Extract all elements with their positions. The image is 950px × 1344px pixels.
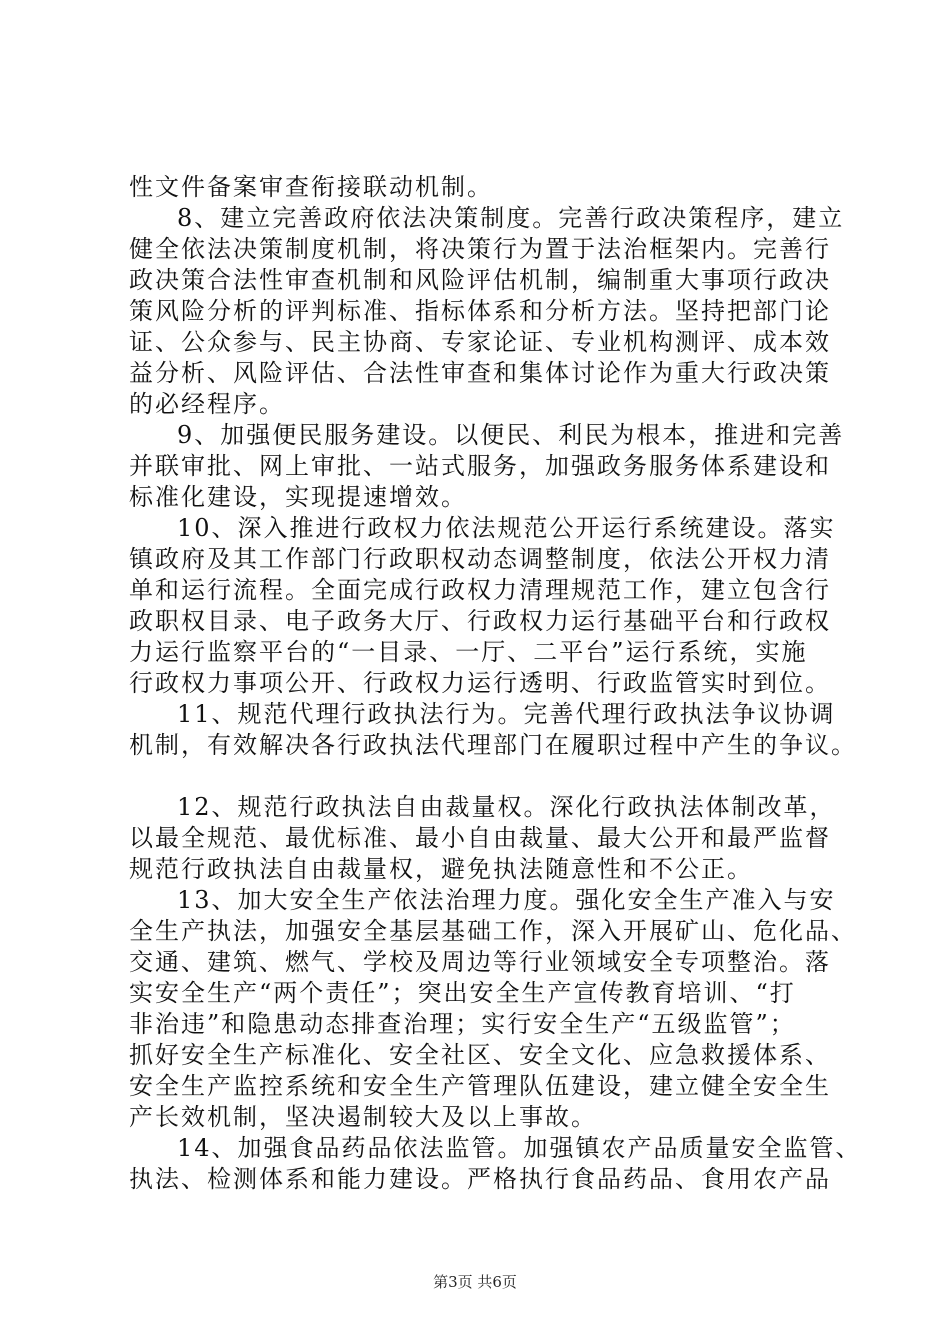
document-body xyxy=(129,172,862,1195)
paragraph-14-start: 14、加强食品药品依法监管。加强镇农产品质量安全监管、 xyxy=(177,1134,862,1162)
text-line: 标准化建设，实现提速增效。 xyxy=(129,483,467,511)
paragraph-10-start: 10、深入推进行政权力依法规范公开运行系统建设。落实 xyxy=(177,514,836,542)
text-line: 以最全规范、最优标准、最小自由裁量、最大公开和最严监督 xyxy=(129,824,831,852)
text-line: 行政权力事项公开、行政权力运行透明、行政监管实时到位。 xyxy=(129,669,831,697)
text-line: 并联审批、网上审批、一站式服务，加强政务服务体系建设和 xyxy=(129,452,831,480)
text-line: 非治违”和隐患动态排查治理；实行安全生产“五级监管”； xyxy=(129,1010,796,1038)
text-line: 产长效机制，坚决遏制较大及以上事故。 xyxy=(129,1103,597,1131)
text-line: 健全依法决策制度机制，将决策行为置于法治框架内。完善行 xyxy=(129,235,831,263)
paragraph-gap xyxy=(129,761,829,792)
text-line: 实安全生产“两个责任”；突出安全生产宣传教育培训、“打 xyxy=(129,979,796,1007)
paragraph-8-start: 8、建立完善政府依法决策制度。完善行政决策程序，建立 xyxy=(177,204,845,232)
paragraph-9-start: 9、加强便民服务建设。以便民、利民为根本，推进和完善 xyxy=(177,421,845,449)
text-line: 交通、建筑、燃气、学校及周边等行业领域安全专项整治。落 xyxy=(129,948,831,976)
text-line: 益分析、风险评估、合法性审查和集体讨论作为重大行政决策 xyxy=(129,359,831,387)
text-line: 单和运行流程。全面完成行政权力清理规范工作，建立包含行 xyxy=(129,576,831,604)
paragraph-13-start: 13、加大安全生产依法治理力度。强化安全生产准入与安 xyxy=(177,886,836,914)
text-line: 政职权目录、电子政务大厅、行政权力运行基础平台和行政权 xyxy=(129,607,831,635)
page-footer: 第3页 共6页 xyxy=(433,1273,517,1291)
text-line: 力运行监察平台的“一目录、一厅、二平台”运行系统，实施 xyxy=(129,638,808,666)
text-line: 执法、检测体系和能力建设。严格执行食品药品、食用农产品 xyxy=(129,1165,831,1193)
text-line: 抓好安全生产标准化、安全社区、安全文化、应急救援体系、 xyxy=(129,1041,831,1069)
text-line: 机制，有效解决各行政执法代理部门在履职过程中产生的争议。 xyxy=(129,731,857,759)
text-line: 规范行政执法自由裁量权，避免执法随意性和不公正。 xyxy=(129,855,753,883)
paragraph-11-start: 11、规范代理行政执法行为。完善代理行政执法争议协调 xyxy=(177,700,836,728)
text-line: 镇政府及其工作部门行政职权动态调整制度，依法公开权力清 xyxy=(129,545,831,573)
text-line: 性文件备案审查衔接联动机制。 xyxy=(129,173,493,201)
text-line: 政决策合法性审查机制和风险评估机制，编制重大事项行政决 xyxy=(129,266,831,294)
text-line: 全生产执法，加强安全基层基础工作，深入开展矿山、危化品、 xyxy=(129,917,857,945)
text-line: 证、公众参与、民主协商、专家论证、专业机构测评、成本效 xyxy=(129,328,831,356)
text-line: 策风险分析的评判标准、指标体系和分析方法。坚持把部门论 xyxy=(129,297,831,325)
text-line: 的必经程序。 xyxy=(129,390,285,418)
text-line: 安全生产监控系统和安全生产管理队伍建设，建立健全安全生 xyxy=(129,1072,831,1100)
paragraph-12-start: 12、规范行政执法自由裁量权。深化行政执法体制改革， xyxy=(177,793,836,821)
